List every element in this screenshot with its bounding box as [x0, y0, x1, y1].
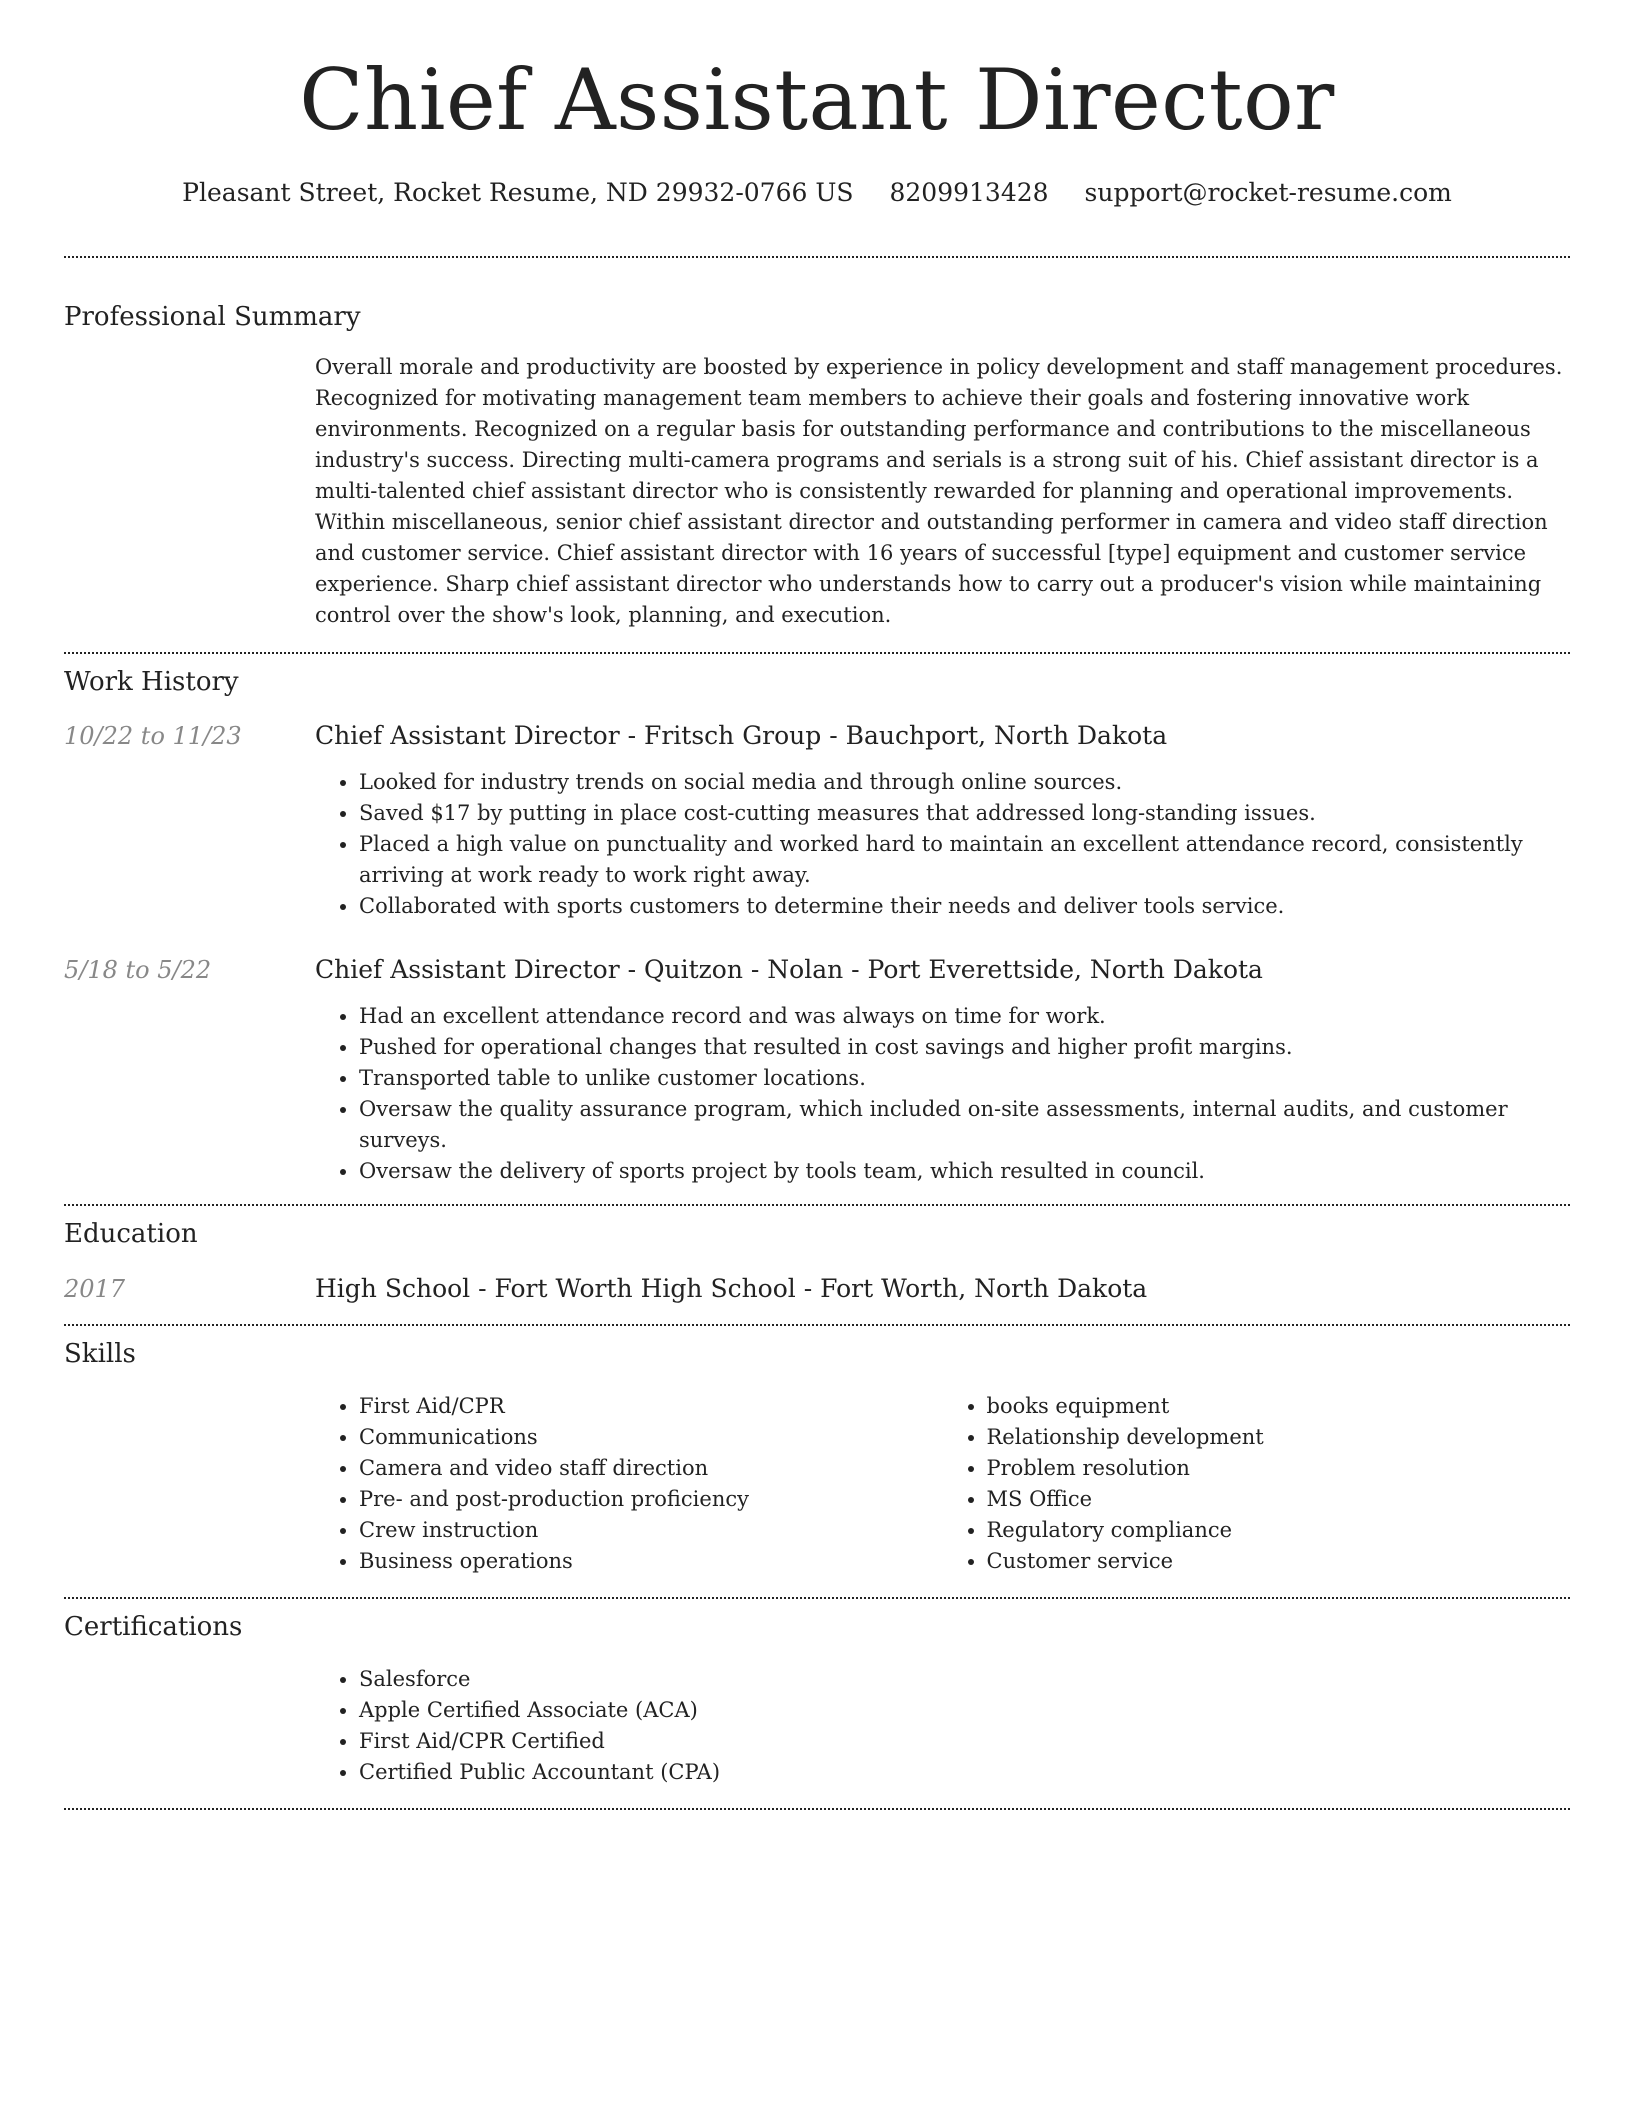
job-bullets: [315, 1001, 1570, 1187]
resume-page: [64, 0, 1570, 1810]
contact-email[interactable]: support@rocket-resume.com: [1084, 178, 1452, 207]
list-item: • Communications: [359, 1422, 943, 1453]
list-item: • Regulatory compliance: [987, 1515, 1571, 1546]
list-item: • Camera and video staff direction: [359, 1453, 943, 1484]
list-item: • Collaborated with sports customers to determine their needs and deliver tools service.: [359, 891, 1570, 922]
divider: [64, 652, 1570, 654]
certifications-list: [315, 1664, 1570, 1788]
list-item: • Looked for industry trends on social media and through online sources.: [359, 767, 1570, 798]
list-item: • Placed a high value on punctuality and worked hard to maintain an excellent attendance record, consistently arriving at work ready to work right away.: [359, 829, 1570, 891]
education-degree: High School: [315, 1274, 471, 1303]
list-item: • Saved $17 by putting in place cost-cutting measures that addressed long-standing issues.: [359, 798, 1570, 829]
contact-address: Pleasant Street, Rocket Resume, ND 29932-0766 US: [182, 178, 854, 207]
section-title-skills: Skills: [64, 1339, 136, 1369]
divider: [64, 256, 1570, 258]
job-entry: [64, 953, 1570, 1187]
education-heading: [315, 1272, 1147, 1306]
job-bullets: [315, 767, 1570, 922]
section-title-work: Work History: [64, 667, 239, 697]
section-title-certifications: Certifications: [64, 1612, 243, 1642]
list-item: • Oversaw the delivery of sports project by tools team, which resulted in council.: [359, 1156, 1570, 1187]
job-dates: 5/18 to 5/22: [64, 956, 212, 984]
list-item: • Crew instruction: [359, 1515, 943, 1546]
job-dates: 10/22 to 11/23: [64, 722, 242, 750]
summary-text: Overall morale and productivity are boosted by experience in policy development and staff management procedures. Recognized for motivating management team members to achieve their goals and fostering innovative work environments. Recognized on a regular basis for outstanding performance and contributions to the miscellaneous industry's success. Directing multi-camera programs and serials is a strong suit of his. Chief assistant director is a multi-talented chief assistant director who is consistently rewarded for planning and operational improvements. Within miscellaneous, senior chief assistant director and outstanding performer in camera and video staff direction and customer service. Chief assistant director with 16 years of successful [type] equipment and customer service experience. Sharp chief assistant director who understands how to carry out a producer's vision while maintaining control over the show's look, planning, and execution.: [315, 355, 1563, 627]
skills-list-right: [943, 1391, 1571, 1577]
skills-list-left: [315, 1391, 943, 1577]
list-item: • First Aid/CPR: [359, 1391, 943, 1422]
section-title-education: Education: [64, 1219, 198, 1249]
list-item: • Transported table to unlike customer locations.: [359, 1063, 1570, 1094]
divider: [64, 1808, 1570, 1810]
job-heading: Chief Assistant Director - Quitzon - Nolan - Port Everettside, North Dakota: [315, 955, 1263, 984]
list-item: • books equipment: [987, 1391, 1571, 1422]
list-item: • Apple Certified Associate (ACA): [359, 1695, 1570, 1726]
list-item: • Business operations: [359, 1546, 943, 1577]
skills-block: [315, 1391, 1570, 1577]
summary-block: [315, 352, 1570, 631]
list-item: • Customer service: [987, 1546, 1571, 1577]
education-entry: [64, 1272, 1570, 1306]
contact-line: [64, 176, 1570, 210]
education-year: 2017: [64, 1275, 126, 1303]
list-item: • Oversaw the quality assurance program, which included on-site assessments, internal audits, and customer surveys.: [359, 1094, 1570, 1156]
list-item: • Salesforce: [359, 1664, 1570, 1695]
list-item: • First Aid/CPR Certified: [359, 1726, 1570, 1757]
divider: [64, 1597, 1570, 1599]
resume-name: Chief Assistant Director: [299, 51, 1335, 149]
contact-phone: 8209913428: [889, 178, 1049, 207]
list-item: • Relationship development: [987, 1422, 1571, 1453]
list-item: • Certified Public Accountant (CPA): [359, 1757, 1570, 1788]
certifications-block: [315, 1664, 1570, 1788]
list-item: • Had an excellent attendance record and was always on time for work.: [359, 1001, 1570, 1032]
list-item: • Pre- and post-production proficiency: [359, 1484, 943, 1515]
section-title-summary: Professional Summary: [64, 302, 361, 332]
job-entry: [64, 719, 1570, 922]
list-item: • Pushed for operational changes that resulted in cost savings and higher profit margins.: [359, 1032, 1570, 1063]
list-item: • Problem resolution: [987, 1453, 1571, 1484]
divider: [64, 1204, 1570, 1206]
divider: [64, 1324, 1570, 1326]
job-heading: Chief Assistant Director - Fritsch Group - Bauchport, North Dakota: [315, 721, 1168, 750]
education-school: - Fort Worth High School - Fort Worth, North Dakota: [470, 1274, 1148, 1303]
list-item: • MS Office: [987, 1484, 1571, 1515]
